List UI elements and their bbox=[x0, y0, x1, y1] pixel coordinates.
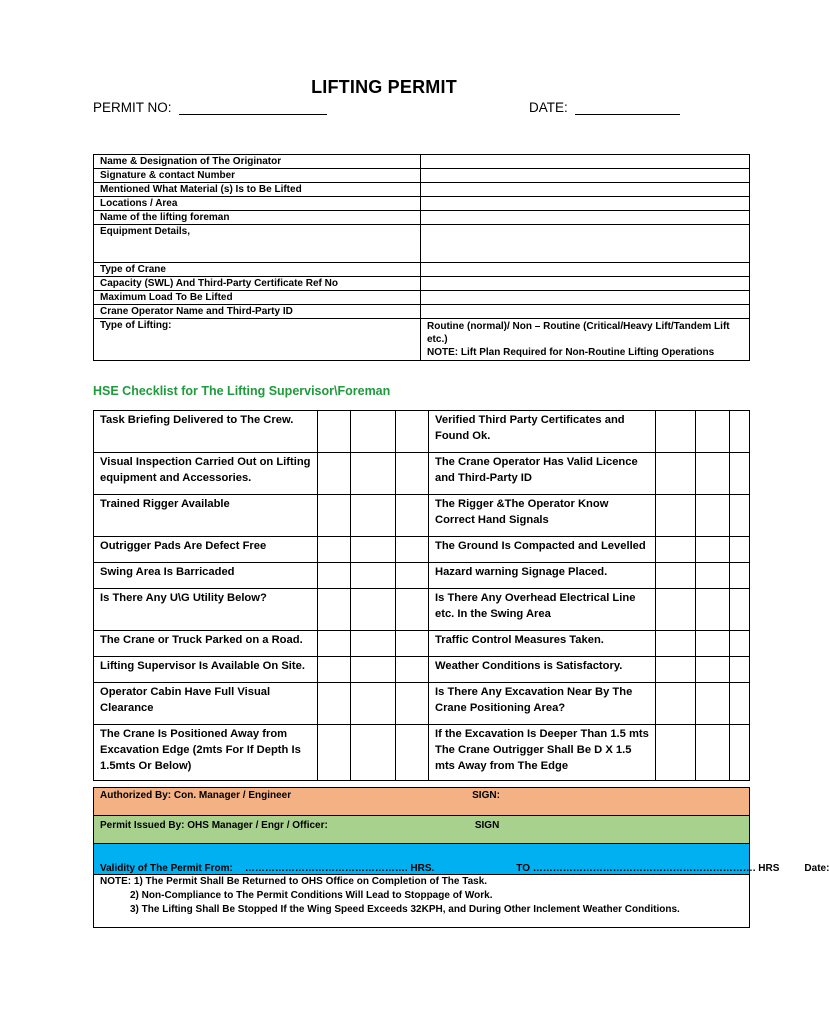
checkbox-cell[interactable] bbox=[351, 537, 396, 563]
info-value-cell[interactable] bbox=[421, 197, 750, 211]
checkbox-cell[interactable] bbox=[351, 683, 396, 725]
checklist-row bbox=[94, 683, 750, 725]
checkbox-cell[interactable] bbox=[318, 563, 351, 589]
checkbox-cell[interactable] bbox=[656, 537, 696, 563]
info-label: Equipment Details, bbox=[94, 225, 421, 263]
checklist-item-left: Task Briefing Delivered to The Crew. bbox=[94, 411, 318, 453]
checklist-row bbox=[94, 563, 750, 589]
checkbox-cell[interactable] bbox=[656, 495, 696, 537]
checkbox-cell[interactable] bbox=[730, 631, 750, 657]
permit-info-table bbox=[93, 154, 750, 361]
checklist-item-right: Is There Any Overhead Electrical Line etc. In the Swing Area bbox=[429, 589, 656, 631]
checkbox-cell[interactable] bbox=[318, 683, 351, 725]
checklist-item-right: The Ground Is Compacted and Levelled bbox=[429, 537, 656, 563]
permit-no-label: PERMIT NO: bbox=[93, 100, 172, 115]
permit-no-field[interactable] bbox=[93, 100, 327, 115]
checkbox-cell[interactable] bbox=[396, 631, 429, 657]
checkbox-cell[interactable] bbox=[351, 631, 396, 657]
checkbox-cell[interactable] bbox=[396, 411, 429, 453]
checkbox-cell[interactable] bbox=[656, 411, 696, 453]
hse-checklist-table bbox=[93, 410, 750, 781]
info-row bbox=[94, 263, 750, 277]
info-label: Crane Operator Name and Third-Party ID bbox=[94, 305, 421, 319]
permit-no-blank[interactable] bbox=[179, 103, 327, 115]
checklist-item-right: Hazard warning Signage Placed. bbox=[429, 563, 656, 589]
info-value-cell[interactable] bbox=[421, 169, 750, 183]
validity-from-hrs: …………………………………………. HRS. bbox=[244, 863, 435, 874]
checkbox-cell[interactable] bbox=[730, 495, 750, 537]
checklist-item-left: Visual Inspection Carried Out on Lifting equipment and Accessories. bbox=[94, 453, 318, 495]
checkbox-cell[interactable] bbox=[730, 563, 750, 589]
checklist-item-left: Is There Any U\G Utility Below? bbox=[94, 589, 318, 631]
checkbox-cell[interactable] bbox=[696, 411, 730, 453]
lift-plan-note: NOTE: Lift Plan Required for Non-Routine Lifting Operations bbox=[427, 347, 715, 358]
checklist-item-left: The Crane Is Positioned Away from Excavation Edge (2mts For If Depth Is 1.5mts Or Below) bbox=[94, 725, 318, 781]
checklist-item-left: Operator Cabin Have Full Visual Clearance bbox=[94, 683, 318, 725]
checklist-item-right: The Rigger &The Operator Know Correct Hand Signals bbox=[429, 495, 656, 537]
checkbox-cell[interactable] bbox=[730, 725, 750, 781]
authorized-by-row bbox=[94, 788, 750, 816]
info-row bbox=[94, 169, 750, 183]
checkbox-cell[interactable] bbox=[318, 495, 351, 537]
checkbox-cell[interactable] bbox=[396, 589, 429, 631]
checkbox-cell[interactable] bbox=[318, 589, 351, 631]
checkbox-cell[interactable] bbox=[351, 563, 396, 589]
checkbox-cell[interactable] bbox=[396, 537, 429, 563]
info-label: Signature & contact Number bbox=[94, 169, 421, 183]
info-value-cell[interactable] bbox=[421, 291, 750, 305]
note-3: 3) The Lifting Shall Be Stopped If the Wing Speed Exceeds 32KPH, and During Other Inclement Weather Conditions. bbox=[130, 904, 680, 915]
checklist-item-right: If the Excavation Is Deeper Than 1.5 mts The Crane Outrigger Shall Be D X 1.5 mts Away from The Edge bbox=[429, 725, 656, 781]
note-1: NOTE: 1) The Permit Shall Be Returned to OHS Office on Completion of The Task. bbox=[100, 876, 488, 887]
checkbox-cell[interactable] bbox=[696, 725, 730, 781]
info-label: Locations / Area bbox=[94, 197, 421, 211]
checkbox-cell[interactable] bbox=[696, 631, 730, 657]
checkbox-cell[interactable] bbox=[318, 657, 351, 683]
issued-by-label: Permit Issued By: OHS Manager / Engr / Officer: bbox=[100, 820, 328, 831]
authorized-by-cell[interactable] bbox=[94, 788, 750, 816]
info-label: Mentioned What Material (s) Is to Be Lifted bbox=[94, 183, 421, 197]
checkbox-cell[interactable] bbox=[696, 453, 730, 495]
info-value-cell[interactable] bbox=[421, 263, 750, 277]
checkbox-cell[interactable] bbox=[396, 563, 429, 589]
checkbox-cell[interactable] bbox=[318, 725, 351, 781]
checkbox-cell[interactable] bbox=[656, 589, 696, 631]
checklist-item-left: Trained Rigger Available bbox=[94, 495, 318, 537]
checkbox-cell[interactable] bbox=[656, 563, 696, 589]
authorized-sign-label: SIGN: bbox=[472, 790, 500, 801]
checkbox-cell[interactable] bbox=[696, 589, 730, 631]
checkbox-cell[interactable] bbox=[351, 411, 396, 453]
info-value-cell[interactable] bbox=[421, 211, 750, 225]
info-row bbox=[94, 291, 750, 305]
checklist-item-right: Traffic Control Measures Taken. bbox=[429, 631, 656, 657]
info-value-cell[interactable] bbox=[421, 155, 750, 169]
issued-by-cell[interactable] bbox=[94, 816, 750, 844]
checkbox-cell[interactable] bbox=[396, 725, 429, 781]
checkbox-cell[interactable] bbox=[351, 589, 396, 631]
checkbox-cell[interactable] bbox=[730, 683, 750, 725]
info-label: Capacity (SWL) And Third-Party Certificate Ref No bbox=[94, 277, 421, 291]
date-blank[interactable] bbox=[575, 103, 680, 115]
info-row bbox=[94, 183, 750, 197]
checkbox-cell[interactable] bbox=[696, 563, 730, 589]
checkbox-cell[interactable] bbox=[351, 495, 396, 537]
checkbox-cell[interactable] bbox=[396, 495, 429, 537]
checklist-item-left: Lifting Supervisor Is Available On Site. bbox=[94, 657, 318, 683]
info-row bbox=[94, 225, 750, 263]
checkbox-cell[interactable] bbox=[656, 453, 696, 495]
validity-to-hrs: TO …………………………………………………………. HRS bbox=[516, 863, 780, 874]
info-label: Maximum Load To Be Lifted bbox=[94, 291, 421, 305]
validity-from-label: Validity of The Permit From: bbox=[100, 863, 233, 874]
checkbox-cell[interactable] bbox=[696, 537, 730, 563]
checkbox-cell[interactable] bbox=[351, 725, 396, 781]
checklist-item-right: The Crane Operator Has Valid Licence and Third-Party ID bbox=[429, 453, 656, 495]
checklist-item-left: Swing Area Is Barricaded bbox=[94, 563, 318, 589]
issued-sign-label: SIGN bbox=[474, 820, 500, 831]
checklist-item-right: Verified Third Party Certificates and Found Ok. bbox=[429, 411, 656, 453]
info-value-cell[interactable] bbox=[421, 277, 750, 291]
checklist-item-right: Is There Any Excavation Near By The Crane Positioning Area? bbox=[429, 683, 656, 725]
issued-by-row bbox=[94, 816, 750, 844]
checkbox-cell[interactable] bbox=[396, 683, 429, 725]
checkbox-cell[interactable] bbox=[318, 411, 351, 453]
authorization-table bbox=[93, 787, 829, 928]
checklist-row bbox=[94, 631, 750, 657]
checklist-row bbox=[94, 537, 750, 563]
info-row bbox=[94, 305, 750, 319]
checkbox-cell[interactable] bbox=[656, 683, 696, 725]
checklist-row bbox=[94, 589, 750, 631]
notes-row bbox=[94, 875, 750, 928]
checkbox-cell[interactable] bbox=[656, 657, 696, 683]
info-label: Name & Designation of The Originator bbox=[94, 155, 421, 169]
checklist-row bbox=[94, 725, 750, 781]
checkbox-cell[interactable] bbox=[318, 453, 351, 495]
info-value-cell[interactable] bbox=[421, 225, 750, 263]
page-title: LIFTING PERMIT bbox=[311, 77, 457, 97]
authorized-by-label: Authorized By: Con. Manager / Engineer bbox=[100, 790, 292, 801]
info-label: Type of Lifting: bbox=[94, 319, 421, 361]
checkbox-cell[interactable] bbox=[351, 657, 396, 683]
checklist-item-left: The Crane or Truck Parked on a Road. bbox=[94, 631, 318, 657]
checklist-row bbox=[94, 657, 750, 683]
checkbox-cell[interactable] bbox=[730, 453, 750, 495]
checkbox-cell[interactable] bbox=[351, 453, 396, 495]
checklist-row bbox=[94, 495, 750, 537]
checklist-row bbox=[94, 453, 750, 495]
lifting-type-cell[interactable] bbox=[421, 319, 750, 361]
checkbox-cell[interactable] bbox=[318, 537, 351, 563]
info-value-cell[interactable] bbox=[421, 305, 750, 319]
checkbox-cell[interactable] bbox=[730, 411, 750, 453]
checklist-row bbox=[94, 411, 750, 453]
validity-date-label: Date: bbox=[804, 863, 829, 874]
checklist-heading: HSE Checklist for The Lifting Supervisor\Foreman bbox=[93, 384, 391, 398]
lifting-type-options: Routine (normal)/ Non – Routine (Critical/Heavy Lift/Tandem Lift etc.) bbox=[427, 321, 730, 345]
info-row bbox=[94, 211, 750, 225]
notes-cell bbox=[94, 875, 750, 928]
checkbox-cell[interactable] bbox=[656, 631, 696, 657]
info-row bbox=[94, 155, 750, 169]
info-row bbox=[94, 197, 750, 211]
checkbox-cell[interactable] bbox=[318, 631, 351, 657]
checkbox-cell[interactable] bbox=[730, 589, 750, 631]
validity-row bbox=[94, 844, 750, 875]
checkbox-cell[interactable] bbox=[396, 453, 429, 495]
date-label: DATE: bbox=[529, 100, 568, 115]
checkbox-cell[interactable] bbox=[696, 495, 730, 537]
info-row bbox=[94, 319, 750, 361]
info-label: Name of the lifting foreman bbox=[94, 211, 421, 225]
checklist-item-right: Weather Conditions is Satisfactory. bbox=[429, 657, 656, 683]
checkbox-cell[interactable] bbox=[696, 683, 730, 725]
note-2: 2) Non-Compliance to The Permit Conditions Will Lead to Stoppage of Work. bbox=[130, 890, 493, 901]
info-label: Type of Crane bbox=[94, 263, 421, 277]
checklist-item-left: Outrigger Pads Are Defect Free bbox=[94, 537, 318, 563]
validity-cell[interactable] bbox=[94, 844, 829, 875]
checkbox-cell[interactable] bbox=[656, 725, 696, 781]
checkbox-cell[interactable] bbox=[730, 537, 750, 563]
checkbox-cell[interactable] bbox=[696, 657, 730, 683]
date-field[interactable] bbox=[529, 100, 680, 115]
checkbox-cell[interactable] bbox=[730, 657, 750, 683]
info-value-cell[interactable] bbox=[421, 183, 750, 197]
info-row bbox=[94, 277, 750, 291]
checkbox-cell[interactable] bbox=[396, 657, 429, 683]
